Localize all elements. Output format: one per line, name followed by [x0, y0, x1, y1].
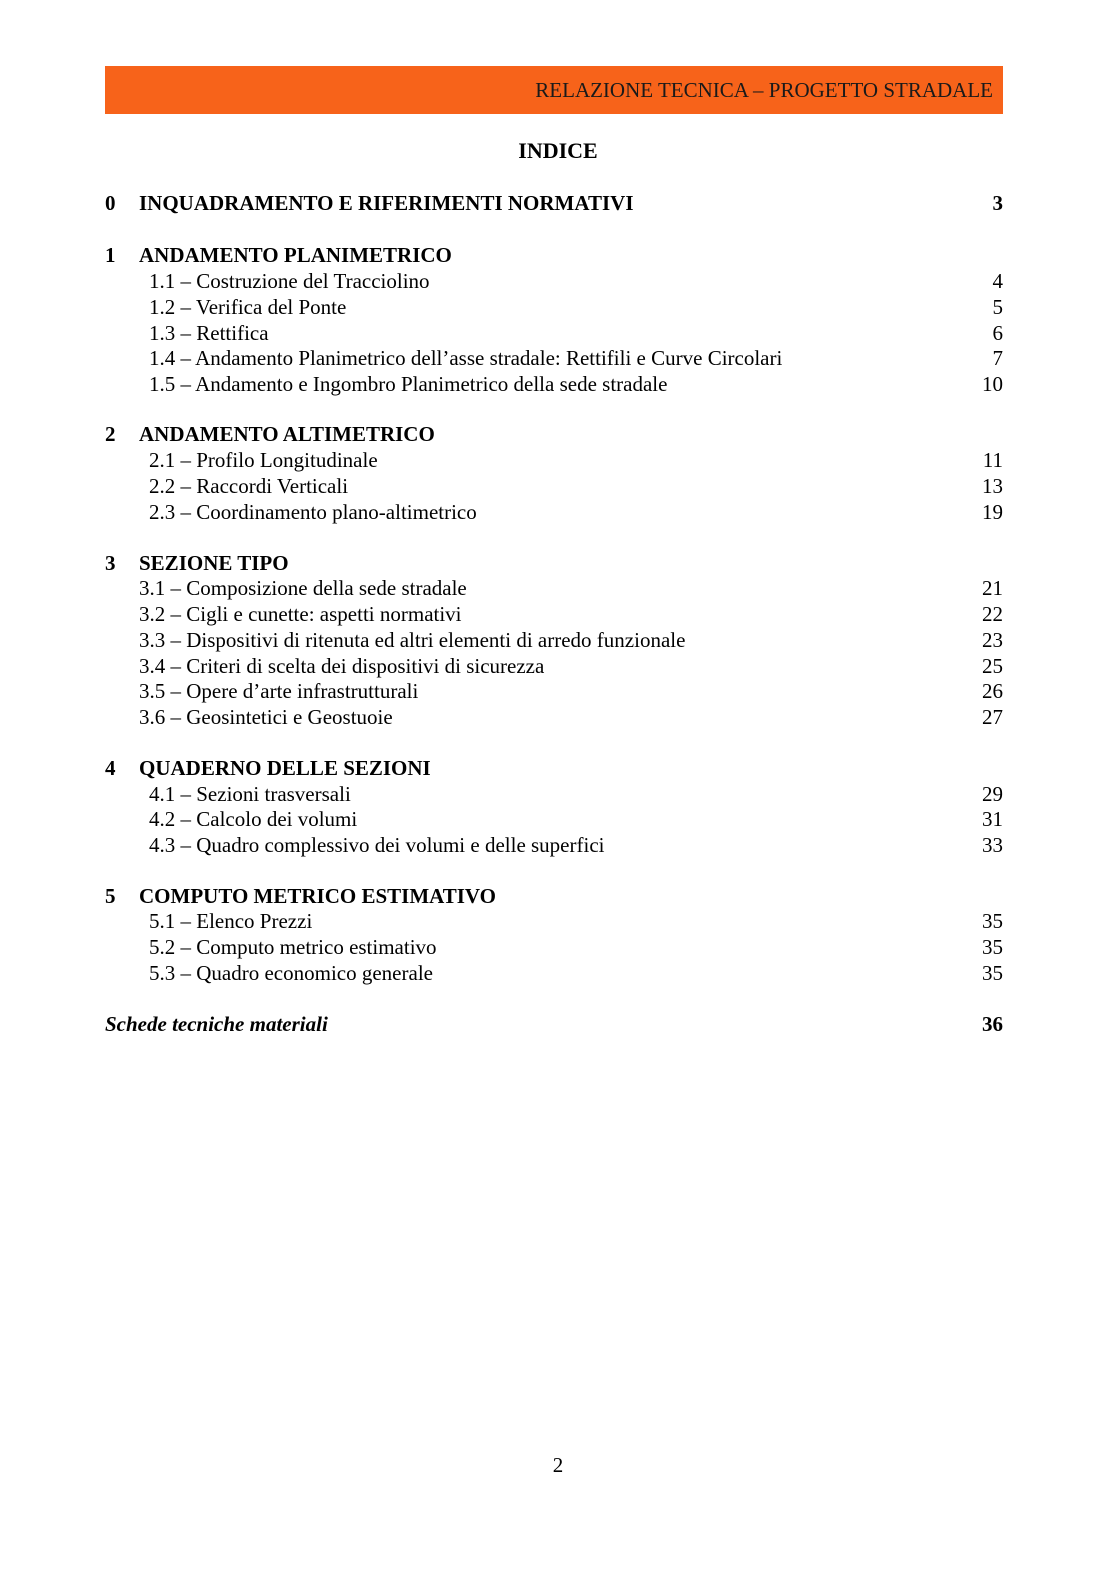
chapter-number: 3 — [105, 551, 116, 575]
toc-entry-1-2[interactable] — [0, 294, 1116, 320]
toc-entry-3-2[interactable] — [0, 601, 1116, 627]
page-number: 21 — [982, 576, 1003, 600]
chapter-number: 5 — [105, 884, 116, 908]
toc-entry-1-3[interactable] — [0, 320, 1116, 346]
toc-chapter-1[interactable] — [0, 242, 1116, 268]
toc-entry-3-1[interactable] — [0, 575, 1116, 601]
toc-entry-3-6[interactable] — [0, 704, 1116, 730]
entry-title: 1.5 – Andamento e Ingombro Planimetrico della sede stradale — [149, 372, 668, 396]
chapter-title: ANDAMENTO PLANIMETRICO — [139, 243, 452, 267]
toc-entry-1-1[interactable] — [0, 268, 1116, 294]
page-number: 23 — [982, 628, 1003, 652]
page-number: 13 — [982, 474, 1003, 498]
page-number: 35 — [982, 961, 1003, 985]
entry-title: 3.3 – Dispositivi di ritenuta ed altri elementi di arredo funzionale — [139, 628, 686, 652]
chapter-number: 0 — [105, 191, 116, 215]
page-number: 10 — [982, 372, 1003, 396]
toc-entry-5-1[interactable] — [0, 908, 1116, 934]
appendix-title: Schede tecniche materiali — [105, 1012, 328, 1036]
toc-entry-3-3[interactable] — [0, 627, 1116, 653]
chapter-title: QUADERNO DELLE SEZIONI — [139, 756, 431, 780]
toc-entry-2-3[interactable] — [0, 499, 1116, 525]
page-number: 35 — [982, 935, 1003, 959]
entry-title: 2.1 – Profilo Longitudinale — [149, 448, 378, 472]
index-heading: INDICE — [518, 138, 598, 163]
toc-chapter-5[interactable] — [0, 883, 1116, 909]
chapter-number: 1 — [105, 243, 116, 267]
page-number: 5 — [992, 295, 1003, 319]
toc-chapter-4[interactable] — [0, 755, 1116, 781]
chapter-title: INQUADRAMENTO E RIFERIMENTI NORMATIVI — [139, 191, 634, 215]
entry-title: 5.2 – Computo metrico estimativo — [149, 935, 437, 959]
page-number: 25 — [982, 654, 1003, 678]
entry-title: 3.1 – Composizione della sede stradale — [139, 576, 467, 600]
toc-appendix[interactable] — [0, 1011, 1116, 1037]
page-number: 29 — [982, 782, 1003, 806]
footer-page-number: 2 — [552, 1453, 564, 1477]
entry-title: 5.1 – Elenco Prezzi — [149, 909, 313, 933]
page-number: 35 — [982, 909, 1003, 933]
toc-entry-1-4[interactable] — [0, 345, 1116, 371]
entry-title: 1.2 – Verifica del Ponte — [149, 295, 347, 319]
header-band — [105, 66, 1003, 114]
entry-title: 3.4 – Criteri di scelta dei dispositivi di sicurezza — [139, 654, 545, 678]
entry-title: 4.3 – Quadro complessivo dei volumi e delle superfici — [149, 833, 605, 857]
page-number: 11 — [982, 448, 1003, 472]
page-number: 36 — [982, 1012, 1003, 1036]
toc-entry-1-5[interactable] — [0, 371, 1116, 397]
page-number: 6 — [992, 321, 1003, 345]
entry-title: 3.6 – Geosintetici e Geostuoie — [139, 705, 393, 729]
entry-title: 1.3 – Rettifica — [149, 321, 269, 345]
toc-chapter-3[interactable] — [0, 550, 1116, 576]
chapter-title: SEZIONE TIPO — [139, 551, 289, 575]
chapter-number: 4 — [105, 756, 116, 780]
toc-entry-4-1[interactable] — [0, 781, 1116, 807]
entry-title: 2.2 – Raccordi Verticali — [149, 474, 349, 498]
entry-title: 1.1 – Costruzione del Tracciolino — [149, 269, 430, 293]
chapter-title: ANDAMENTO ALTIMETRICO — [139, 422, 435, 446]
entry-title: 2.3 – Coordinamento plano-altimetrico — [149, 500, 477, 524]
toc-entry-4-3[interactable] — [0, 832, 1116, 858]
page-number: 31 — [982, 807, 1003, 831]
chapter-title: COMPUTO METRICO ESTIMATIVO — [139, 884, 496, 908]
page-number: 22 — [982, 602, 1003, 626]
chapter-number: 2 — [105, 422, 116, 446]
toc-entry-2-1[interactable] — [0, 447, 1116, 473]
page-number: 26 — [982, 679, 1003, 703]
page-number: 33 — [982, 833, 1003, 857]
page-number: 19 — [982, 500, 1003, 524]
toc-chapter-0[interactable] — [0, 190, 1116, 216]
toc-entry-5-2[interactable] — [0, 934, 1116, 960]
entry-title: 3.5 – Opere d’arte infrastrutturali — [139, 679, 419, 703]
entry-title: 4.2 – Calcolo dei volumi — [149, 807, 358, 831]
page-number: 3 — [992, 191, 1003, 215]
document-title: RELAZIONE TECNICA – PROGETTO STRADALE — [535, 78, 993, 102]
page-number: 4 — [992, 269, 1003, 293]
entry-title: 1.4 – Andamento Planimetrico dell’asse stradale: Rettifili e Curve Circolari — [149, 346, 783, 370]
toc-entry-3-4[interactable] — [0, 653, 1116, 679]
entry-title: 4.1 – Sezioni trasversali — [149, 782, 351, 806]
toc-entry-4-2[interactable] — [0, 806, 1116, 832]
entry-title: 5.3 – Quadro economico generale — [149, 961, 433, 985]
page-number: 7 — [992, 346, 1003, 370]
page-number: 27 — [982, 705, 1003, 729]
toc-entry-3-5[interactable] — [0, 678, 1116, 704]
toc-entry-5-3[interactable] — [0, 960, 1116, 986]
toc-entry-2-2[interactable] — [0, 473, 1116, 499]
entry-title: 3.2 – Cigli e cunette: aspetti normativi — [139, 602, 462, 626]
toc-chapter-2[interactable] — [0, 421, 1116, 447]
